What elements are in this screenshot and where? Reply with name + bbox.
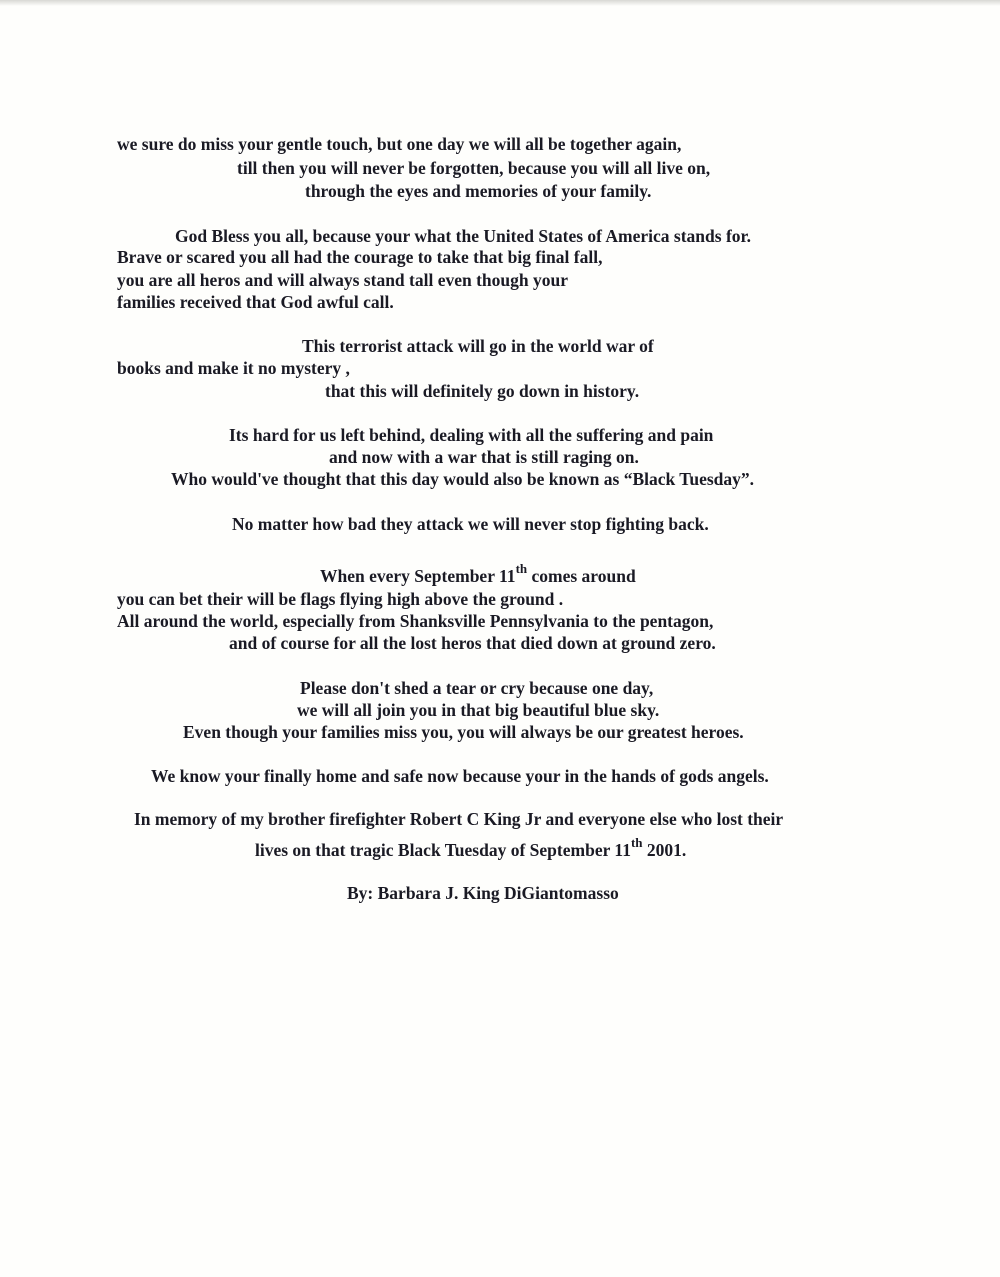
poem-line — [320, 561, 636, 589]
ordinal-suffix: th — [630, 835, 643, 850]
line-text: comes around — [527, 566, 636, 586]
poem-line: till then you will never be forgotten, because you will all live on, — [237, 158, 711, 178]
line-text: lives on that tragic Black Tuesday of September 11 — [255, 840, 631, 860]
poem-line: Even though your families miss you, you will always be our greatest heroes. — [183, 722, 744, 742]
poem-line: Who would've thought that this day would also be known as “Black Tuesday”. — [171, 469, 755, 489]
scan-edge — [0, 0, 1000, 6]
byline: By: Barbara J. King DiGiantomasso — [347, 883, 619, 903]
line-text: When every September 11 — [320, 566, 516, 586]
poem-line: you are all heros and will always stand tall even though your — [117, 270, 569, 290]
poem-line: through the eyes and memories of your family. — [305, 181, 652, 201]
poem-line: books and make it no mystery , — [117, 358, 350, 378]
poem-line: we will all join you in that big beautiful blue sky. — [297, 700, 660, 720]
poem-line: and of course for all the lost heros that died down at ground zero. — [229, 633, 716, 653]
poem-line: Its hard for us left behind, dealing with all the suffering and pain — [229, 425, 714, 445]
line-text: 2001. — [642, 840, 687, 860]
poem-line: All around the world, especially from Shanksville Pennsylvania to the pentagon, — [117, 611, 714, 631]
dedication-line — [255, 835, 687, 863]
poem-line: No matter how bad they attack we will never stop fighting back. — [232, 514, 709, 534]
poem-line: Please don't shed a tear or cry because one day, — [300, 678, 654, 698]
poem-line: you can bet their will be flags flying high above the ground . — [117, 589, 564, 609]
poem-line: we sure do miss your gentle touch, but one day we will all be together again, — [117, 134, 682, 154]
poem-line: families received that God awful call. — [117, 292, 394, 312]
poem-line: Brave or scared you all had the courage to take that big final fall, — [117, 247, 603, 267]
dedication-line: In memory of my brother firefighter Robert C King Jr and everyone else who lost their — [134, 809, 784, 829]
poem-line: We know your finally home and safe now because your in the hands of gods angels. — [151, 766, 769, 786]
poem-line: God Bless you all, because your what the United States of America stands for. — [175, 226, 752, 246]
poem-line: that this will definitely go down in history. — [325, 381, 640, 401]
poem-line: and now with a war that is still raging on. — [329, 447, 639, 467]
poem-line: This terrorist attack will go in the world war of — [302, 336, 654, 356]
ordinal-suffix: th — [515, 561, 528, 576]
